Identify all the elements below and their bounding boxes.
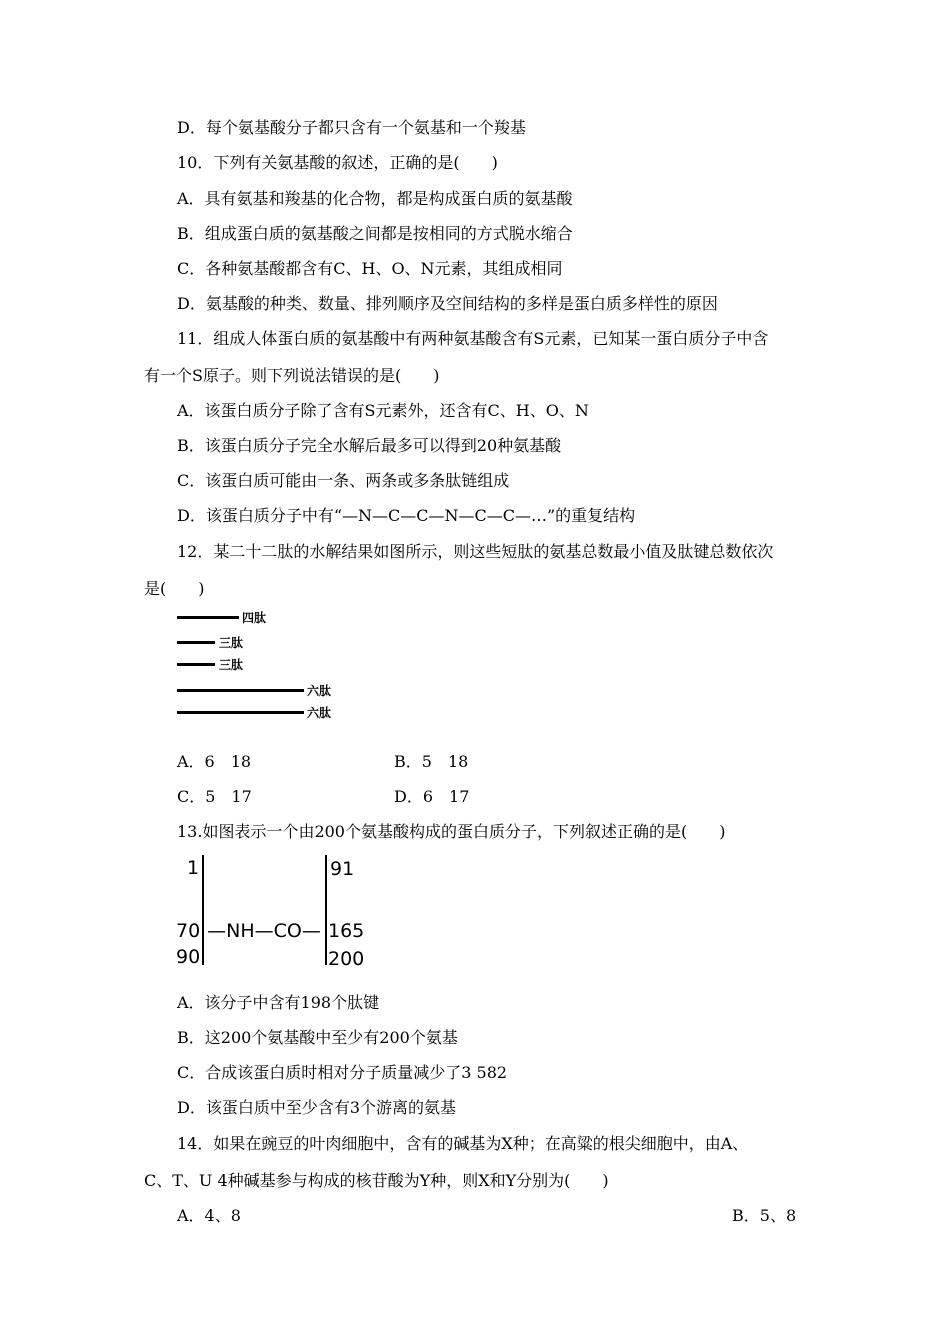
fig13-chain-right	[325, 855, 327, 965]
peptide-label-hexa-2: 六肽	[307, 706, 332, 720]
q11-option-a: A．该蛋白质分子除了含有S元素外，还含有C、H、O、N	[177, 401, 589, 420]
fig13-bond: —NH—CO—	[207, 920, 321, 942]
peptide-label-tetra: 四肽	[242, 611, 267, 625]
peptide-bar-hexa-1	[177, 689, 304, 692]
q13-option-a: A．该分子中含有198个肽键	[177, 993, 380, 1012]
q14-stem-line2: C、T、U 4种碱基参与构成的核苷酸为Y种，则X和Y分别为( )	[144, 1171, 609, 1190]
q10-option-b: B．组成蛋白质的氨基酸之间都是按相同的方式脱水缩合	[177, 224, 573, 243]
q11-option-c: C．该蛋白质可能由一条、两条或多条肽链组成	[177, 471, 510, 490]
fig13-chain-left	[202, 855, 204, 965]
q13-option-d: D．该蛋白质中至少含有3个游离的氨基	[177, 1098, 457, 1117]
fig13-label-165: 165	[328, 920, 365, 942]
q13-option-b: B．这200个氨基酸中至少有200个氨基	[177, 1028, 458, 1047]
q12-option-c: C．5 17	[177, 787, 252, 806]
peptide-label-tri-1: 三肽	[219, 636, 244, 650]
q12-option-d: D．6 17	[394, 787, 470, 806]
q14-option-a: A．4、8	[177, 1206, 241, 1225]
q11-stem-line2: 有一个S原子。则下列说法错误的是( )	[144, 366, 440, 385]
q14-stem-line1: 14．如果在豌豆的叶肉细胞中，含有的碱基为X种；在高粱的根尖细胞中，由A、	[177, 1134, 749, 1153]
q9-option-d: D．每个氨基酸分子都只含有一个氨基和一个羧基	[177, 118, 526, 137]
q13-option-c: C．合成该蛋白质时相对分子质量减少了3 582	[177, 1063, 508, 1082]
q11-option-d: D．该蛋白质分子中有“—N—C—C—N—C—C—…”的重复结构	[177, 506, 636, 525]
q10-option-c: C．各种氨基酸都含有C、H、O、N元素，其组成相同	[177, 259, 563, 278]
q12-option-b: B．5 18	[394, 752, 469, 771]
fig13-label-70: 70	[176, 920, 201, 942]
peptide-bar-tetra	[177, 616, 239, 619]
q11-option-b: B．该蛋白质分子完全水解后最多可以得到20种氨基酸	[177, 436, 562, 455]
q12-stem-line2: 是( )	[144, 579, 205, 598]
peptide-label-hexa-1: 六肽	[307, 684, 332, 698]
peptide-label-tri-2: 三肽	[219, 658, 244, 672]
q12-option-a: A．6 18	[177, 752, 252, 771]
peptide-bar-tri-1	[177, 641, 215, 644]
fig13-label-1: 1	[187, 857, 200, 879]
peptide-bar-hexa-2	[177, 711, 304, 714]
peptide-bar-tri-2	[177, 663, 215, 666]
q12-stem-line1: 12．某二十二肽的水解结果如图所示，则这些短肽的氨基总数最小值及肽键总数依次	[177, 542, 774, 561]
q10-option-d: D．氨基酸的种类、数量、排列顺序及空间结构的多样是蛋白质多样性的原因	[177, 294, 718, 313]
q10-option-a: A．具有氨基和羧基的化合物，都是构成蛋白质的氨基酸	[177, 189, 573, 208]
q10-stem: 10．下列有关氨基酸的叙述，正确的是( )	[177, 153, 498, 172]
q11-stem-line1: 11．组成人体蛋白质的氨基酸中有两种氨基酸含有S元素，已知某一蛋白质分子中含	[177, 329, 769, 348]
q14-option-b: B．5、8	[732, 1206, 797, 1225]
fig13-label-90: 90	[176, 946, 201, 968]
q13-stem: 13.如图表示一个由200个氨基酸构成的蛋白质分子，下列叙述正确的是( )	[177, 822, 726, 841]
fig13-label-200: 200	[328, 948, 365, 970]
fig13-label-91: 91	[330, 858, 355, 880]
